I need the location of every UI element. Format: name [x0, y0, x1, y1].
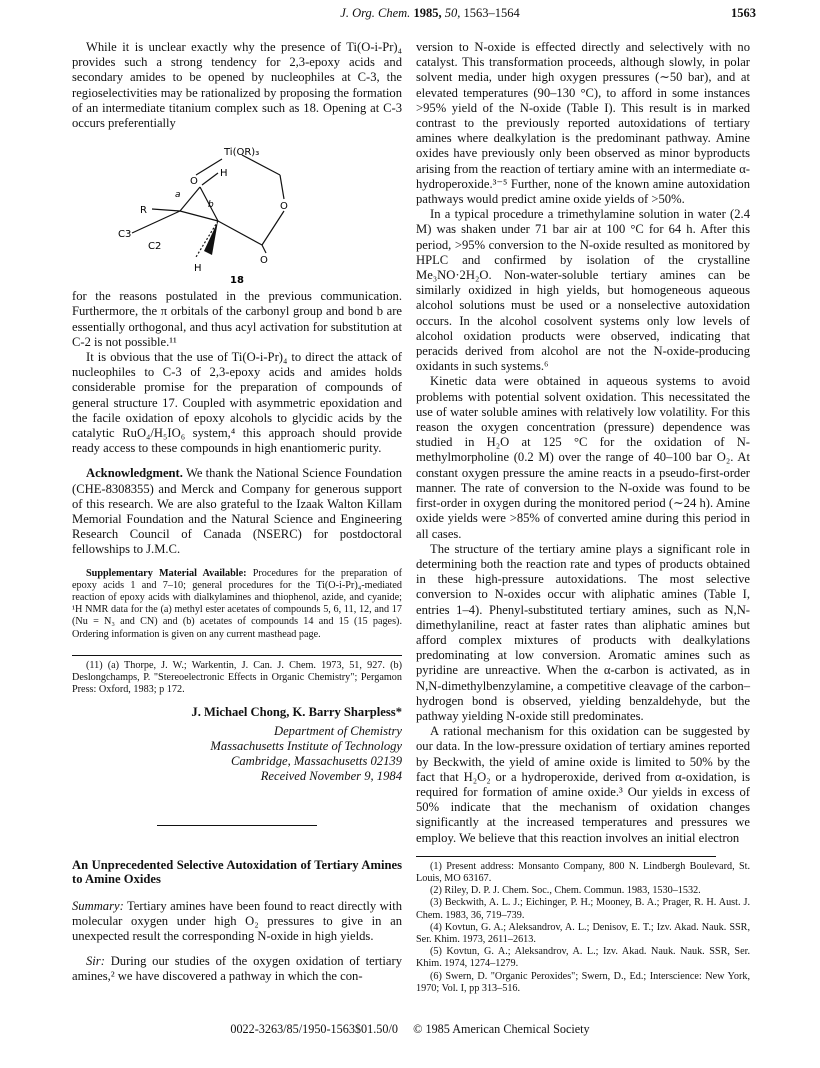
journal-volume: 50,: [444, 6, 461, 20]
paragraph: version to N-oxide is effected directly and selectively with no catalyst. This transformation proceeds, although slowly, in polar solvent media, under high oxygen pressures (∼50 bar), and at elevated temperatures (90–130 °C), to afford in some instances >95% yield of the N-oxide (Table I). This result is in marked contrast to the previously reported autoxidations of tertiary amines where dealkylation is the predominant pathway. Amine oxides have previously only been observed as minor byproducts arising from the reaction of tertiary amine with an intermediate α-hydroperoxide.³⁻⁵ Further, none of the known amine autoxidation pathways would predict amine oxide yields of >50%.: [416, 40, 750, 207]
footnote: (6) Swern, D. "Organic Peroxides"; Swern, D., Ed.; Interscience: New York, 1970; Vol. I, pp 313–516.: [416, 970, 750, 994]
sir-paragraph: [72, 954, 402, 984]
page-footer: [0, 1022, 820, 1037]
footnote: (3) Beckwith, A. L. J.; Eichinger, P. H.; Mooney, B. A.; Prager, R. H. Aust. J. Chem. 1983, 36, 719–739.: [416, 897, 750, 921]
acknowledgment-text: We thank the National Science Foundation (CHE-8308355) and Merck and Company for generous support of this research. We are also grateful to the Izaak Walton Killam Memorial Foundation and the Natural Science and Engineering Research Council of Canada (NSERC) for postdoctoral fellowships to J.M.C.: [72, 466, 402, 557]
journal-pages: 1563–1564: [463, 6, 520, 20]
summary: [72, 899, 402, 945]
footnotes: [416, 861, 750, 995]
affiliation-line: Massachusetts Institute of Technology: [210, 738, 402, 753]
affiliation-line: Cambridge, Massachusetts 02139: [230, 754, 402, 769]
paragraph: The structure of the tertiary amine plays a significant role in determining both the reaction rate and types of products obtained in these high-pressure autoxidations. The most selective conversion to N-oxides occur with aliphatic amines (Table I, entries 1–4). Phenyl-substituted tertiary amines, such as N,N-dimethylaniline, react at faster rates than aliphatic amines but afford complex mixtures of products with dealkylations predominating at low conversion. Aromatic amines such as pyridine are unreactive. When the α-carbon is activated, as in N,N-dimethylbenzylamine, a competitive cleavage of the carbon–hydrogen bond is observed, yielding benzaldehyde, but the pathway yielding N-oxide still predominates.: [416, 541, 750, 723]
affiliation-line: Department of Chemistry: [273, 723, 402, 738]
received-date: Received November 9, 1984: [260, 769, 402, 784]
supplementary-text: Procedures for the preparation of epoxy acids 1 and 7–10; general procedures for the Ti(O-i-Pr)₄-mediated reaction of epoxy acids with dialkylamines and thiophenol, azide, and cyanide; ¹H NMR data for the (a) methyl ester acetates of compounds 5, 6, 11, 12, and 17 (Nu = N₃ and CN) and (b) acetates of compounds 14 and 15 (15 pages). Ordering information is given on any current masthead page.: [72, 567, 402, 640]
structure-figure-18: [72, 133, 402, 283]
h-label-bottom: H: [194, 263, 202, 275]
sir-heading: Sir:: [86, 954, 105, 969]
paragraph: In a typical procedure a trimethylamine solution in water (2.4 M) was shaken under 71 bar air at 100 °C for 64 h. After this period, >95% conversion to the N-oxide resulted as monitored by HPLC and confirmed by isolation of the crystalline Me₃NO·2H₂O. Non-water-soluble tertiary amines can be similarly oxidized in high yields, but homogeneous aqueous alcohol solutions must be used or a nonselective autoxidation occurs. In the alcohol cosolvent systems only low levels of alcohol oxidation products were observed, indicating that peracids derived from alcohol are not the N-oxide-producing oxidants in such systems.⁶: [416, 207, 750, 374]
c2-label: C2: [148, 241, 162, 253]
ti-label: Ti(OR)₃: [224, 147, 260, 159]
sir-text: During our studies of the oxygen oxidation of tertiary amines,² we have discovered a pathway in which the con-: [72, 954, 402, 984]
acknowledgment-heading: Acknowledgment.: [86, 466, 183, 481]
paragraph: It is obvious that the use of Ti(O-i-Pr)₄ to direct the attack of nucleophiles to C-3 of 2,3-epoxy acids and amides holds considerable promise for the preparation of compounds of general structure 17. Coupled with asymmetric epoxidation and the facile oxidation of epoxy alcohols to glycidic acids by the catalytic RuO₄/H₅IO₆ system,⁴ this approach should provide ready access to these compounds in high enantiomeric purity.: [72, 350, 402, 456]
author-names: J. Michael Chong, K. Barry Sharpless*: [191, 704, 402, 719]
footnote-divider: [416, 856, 716, 857]
c3-label: C3: [118, 229, 132, 241]
footnote: (11) (a) Thorpe, J. W.; Warkentin, J. Can. J. Chem. 1973, 51, 927. (b) Deslongchamps, P. "Stereoelectronic Effects in Organic Chemistry"; Pergamon Press: Oxford, 1983; p 172.: [72, 659, 402, 696]
footnote: (1) Present address: Monsanto Company, 800 N. Lindbergh Boulevard, St. Louis, MO 63167.: [416, 860, 750, 884]
summary-text: Tertiary amines have been found to react directly with molecular oxygen under high O₂ pressures to give in an unexpected result the corresponding N-oxide in high yields.: [72, 898, 402, 943]
journal-name: J. Org. Chem.: [340, 6, 411, 20]
paragraph: for the reasons postulated in the previous communication. Furthermore, the π orbitals of the carbonyl group and bond b are essentially orthogonal, and thus acyl activation for substitution at C-2 is not possible.¹¹: [72, 289, 402, 349]
supplementary-heading: Supplementary Material Available:: [86, 567, 247, 579]
supplementary-material: [72, 568, 402, 641]
paragraph: A rational mechanism for this oxidation can be suggested by our data. In the low-pressure oxidation of tertiary amines reported by Beckwith, the yield of amine oxide is limited to 50% by the fact that H₂O₂ or a hydroperoxide, derived from α-oxidation, is required for formation of amine oxide.³ Our yields in excess of 50% indicate that the mechanism of oxidation changes significantly at the increased temperatures and pressures we employ. We believe that this reaction involves an initial electron: [416, 724, 750, 845]
bond-a-label: a: [175, 190, 181, 201]
journal-year: 1985,: [413, 6, 442, 20]
paragraph: Kinetic data were obtained in aqueous systems to avoid problems with potential solvent oxidation. This necessitated the use of water soluble amines with relatively low volatility. For this reason the oxygen concentration (pressure) dependence was studied in H₂O at 125 °C for the oxidation of N-methylmorpholine (0.2 M) over the range of 40–100 bar O₂. At constant oxygen pressure the amine reacts in a pseudo-first-order manner. The rate of conversion to the N-oxide was found to be first-order in oxygen during the monitored period (∼24 h). Amine oxide yields were >85% of converted amine during this period in all cases.: [416, 374, 750, 541]
copyright: © 1985 American Chemical Society: [413, 1022, 590, 1036]
h-label-top: H: [220, 168, 228, 180]
footnote: (4) Kovtun, G. A.; Aleksandrov, A. L.; Denisov, E. T.; Izv. Akad. Nauk. SSR, Ser. Khim. 1973, 2611–2613.: [416, 921, 750, 945]
summary-heading: Summary:: [72, 898, 124, 913]
structure-drawing: [72, 133, 402, 283]
footnote: (2) Riley, D. P. J. Chem. Soc., Chem. Commun. 1983, 1530–1532.: [430, 885, 701, 897]
paragraph: While it is unclear exactly why the presence of Ti(O-i-Pr)₄ provides such a strong tendency for 2,3-epoxy acids and secondary amides to be opened by nucleophiles at C-3, the regioselectivities may be rationalized by proposing the formation of an intermediate titanium complex such as 18. Opening at C-3 occurs preferentially: [72, 40, 402, 131]
footnote: (5) Kovtun, G. A.; Aleksandrov, A. L.; Izv. Akad. Nauk. Nauk. SSR, Ser. Khim. 1974, 1274–1279.: [416, 946, 750, 970]
right-column: [416, 40, 750, 995]
running-header: [0, 6, 820, 26]
publication-code: 0022-3263/85/1950-1563$01.50/0: [230, 1022, 398, 1036]
carbonyl-oxygen-label: O: [260, 255, 268, 267]
section-divider: [157, 825, 317, 826]
footnote-divider: [72, 655, 402, 656]
left-column: [72, 40, 402, 985]
journal-citation: [300, 6, 560, 21]
carboxyl-oxygen-label: O: [280, 201, 288, 213]
r-group-label: R: [140, 205, 147, 217]
figure-caption: 18: [230, 275, 244, 284]
epoxide-oxygen-label: O: [190, 176, 198, 188]
bond-b-label: b: [208, 200, 214, 211]
page-number: 1563: [731, 6, 756, 20]
acknowledgment: [72, 466, 402, 557]
article-title: An Unprecedented Selective Autoxidation of Tertiary Amines to Amine Oxides: [72, 857, 402, 887]
